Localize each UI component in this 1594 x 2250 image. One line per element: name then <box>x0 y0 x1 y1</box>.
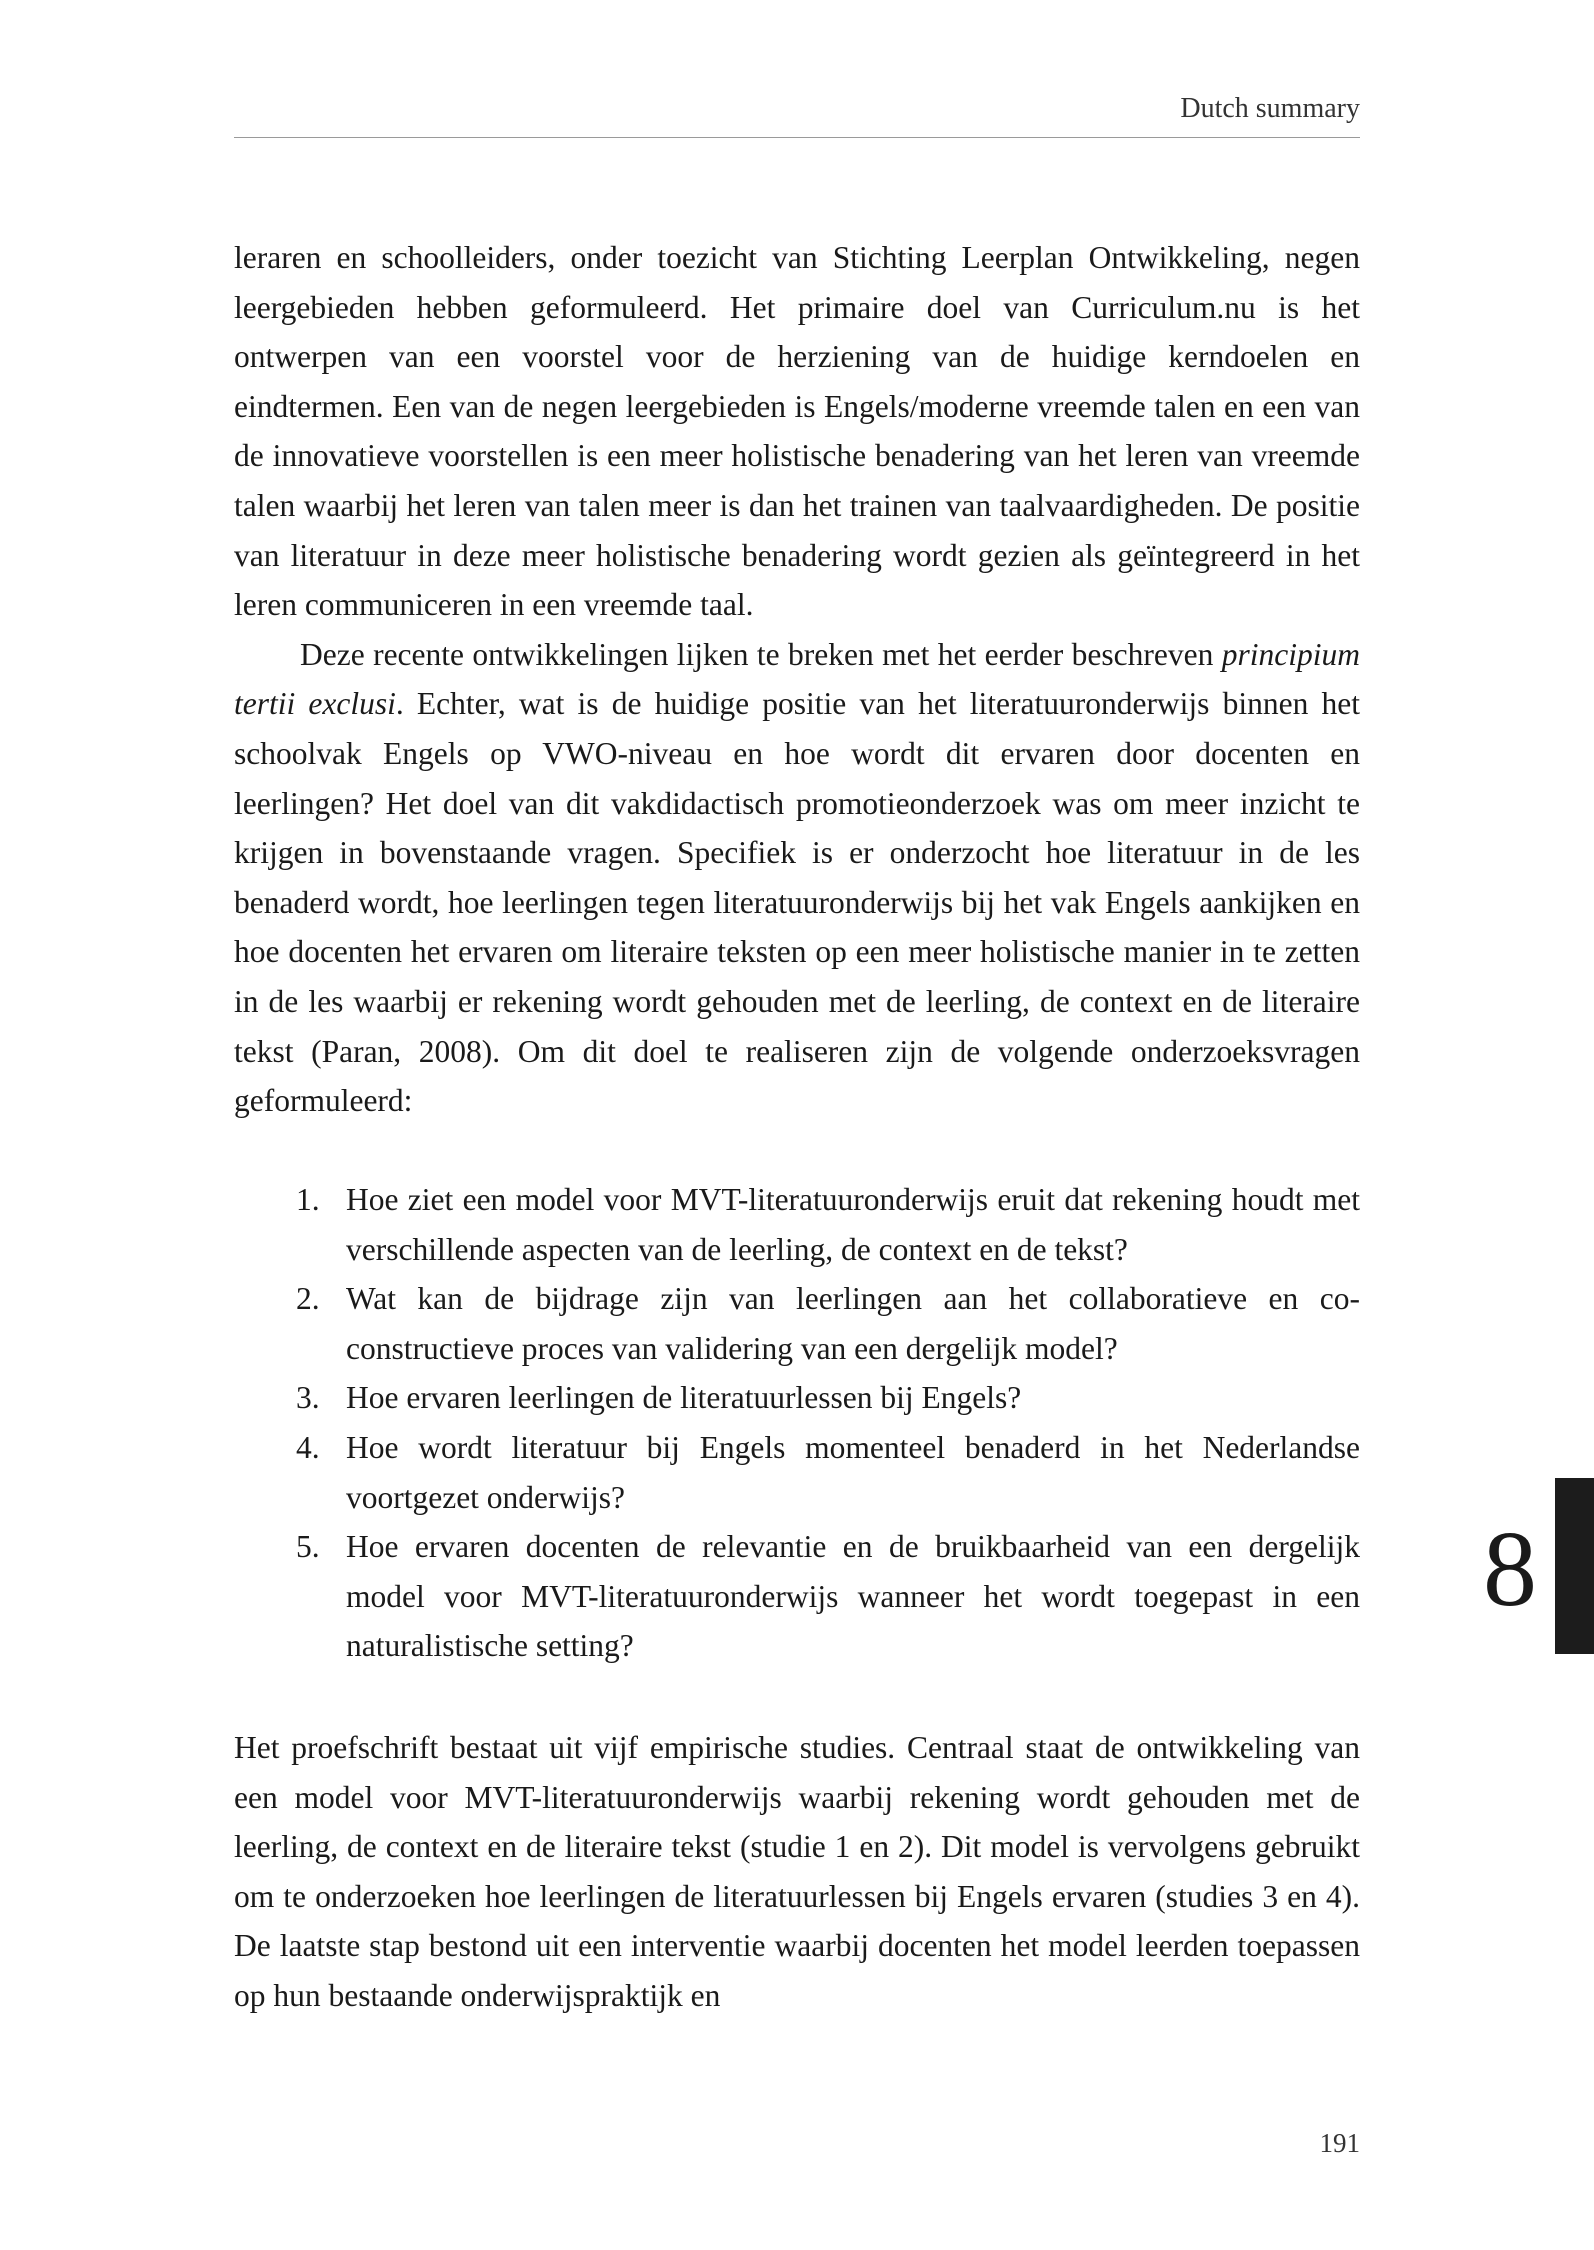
list-item-text: Hoe ervaren docenten de relevantie en de bruikbaarheid van een dergelijk model voor MVT-literatuuronderwijs wanneer het wordt toegepast in een naturalistische setting? <box>346 1529 1360 1664</box>
paragraph-1: leraren en schoolleiders, onder toezicht van Stichting Leerplan Ontwikkeling, negen leergebieden hebben geformuleerd. Het primaire doel van Curriculum.nu is het ontwerpen van een voorstel voor de herziening van de huidige kerndoelen en eindtermen. Een van de negen leergebieden is Engels/moderne vreemde talen en een van de innovatieve voorstellen is een meer holistische benadering van het leren van vreemde talen waarbij het leren van talen meer is dan het trainen van taalvaardigheden. De positie van literatuur in deze meer holistische benadering wordt gezien als geïntegreerd in het leren communiceren in een vreemde taal. <box>234 240 1360 623</box>
page-number: 191 <box>1319 2128 1360 2158</box>
list-item-text: Wat kan de bijdrage zijn van leerlingen aan het collaboratieve en co-constructieve proces van validering van een dergelijk model? <box>346 1281 1360 1366</box>
list-item-number: 3. <box>296 1380 320 1416</box>
list-item-number: 4. <box>296 1429 320 1465</box>
paragraph-2-lead: Deze recente ontwikkelingen lijken te breken met het eerder beschreven <box>300 636 1222 672</box>
running-header: Dutch summary <box>1180 93 1360 124</box>
chapter-thumb-tab <box>1555 1478 1594 1654</box>
paragraph-3: Het proefschrift bestaat uit vijf empirische studies. Centraal staat de ontwikkeling van een model voor MVT-literatuuronderwijs waarbij rekening wordt gehouden met de leerling, de context en de literaire tekst (studie 1 en 2). Dit model is vervolgens gebruikt om te onderzoeken hoe leerlingen de literatuurlessen bij Engels ervaren (studies 3 en 4). De laatste stap bestond uit een interventie waarbij docenten het model leerden toepassen op hun bestaande onderwijspraktijk en <box>234 1730 1360 2013</box>
list-item <box>234 1373 1360 1423</box>
body-text-top <box>234 233 1360 1126</box>
paragraph-2-rest: . Echter, wat is de huidige positie van het literatuuronderwijs binnen het schoolvak Engels op VWO-niveau en hoe wordt dit ervaren door docenten en leerlingen? Het doel van dit vakdidactisch promotieonderzoek was om meer inzicht te krijgen in bovenstaande vragen. Specifiek is er onderzocht hoe literatuur in de les benaderd wordt, hoe leerlingen tegen literatuuronderwijs bij het vak Engels aankijken en hoe docenten het ervaren om literaire teksten op een meer holistische manier in te zetten in de les waarbij er rekening wordt gehouden met de leerling, de context en de literaire tekst (Paran, 2008). Om dit doel te realiseren zijn de volgende onderzoeksvragen geformuleerd: <box>234 686 1360 1119</box>
list-item-number: 1. <box>296 1182 320 1217</box>
list-item-number: 5. <box>296 1529 320 1565</box>
list-item-text: Hoe ziet een model voor MVT-literatuuronderwijs eruit dat rekening houdt met verschillende aspecten van de leerling, de context en de tekst? <box>346 1182 1360 1267</box>
body-text-bottom <box>234 1723 1360 2021</box>
list-item-text: Hoe wordt literatuur bij Engels momenteel benaderd in het Nederlandse voortgezet onderwijs? <box>346 1429 1360 1515</box>
list-item-text: Hoe ervaren leerlingen de literatuurlessen bij Engels? <box>346 1380 1022 1416</box>
list-item <box>234 1522 1360 1671</box>
research-question-list <box>234 1175 1360 1671</box>
list-item-number: 2. <box>296 1281 320 1317</box>
chapter-number: 8 <box>1483 1510 1537 1629</box>
list-item <box>234 1423 1360 1522</box>
list-item <box>234 1274 1360 1373</box>
paragraph-2-italic-term: principium tertii exclusi <box>234 636 1360 722</box>
paragraph-2 <box>234 630 1360 1126</box>
list-item <box>234 1175 1360 1274</box>
header-rule <box>234 137 1360 138</box>
